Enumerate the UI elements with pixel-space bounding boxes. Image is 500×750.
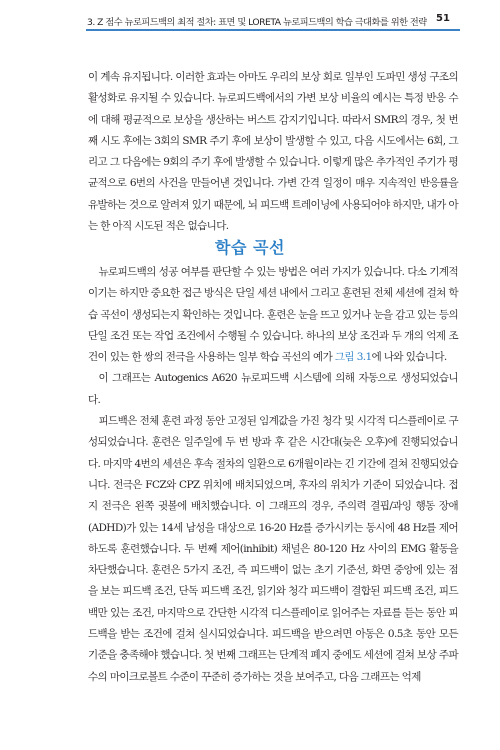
section-heading: 학습 곡선 bbox=[215, 238, 285, 257]
paragraph-continued: 이 계속 유지됩니다. 이러한 효과는 아마도 우리의 보상 회로 일부인 도파민 생성 구조의 활성화로 유지될 수 있습니다. 뉴로피드백에서의 가변 보상 비율의 예시는 특정 반응 수에 대해 평균적으로 보상을 생산하는 버스트 감지기입니다. 따라서 SMR의 경우, 첫 번째 시도 후에는 3회의 SMR 주기 후에 보상이 발생할 수 있고, 다음 시도에서는 6회, 그리고 그 다음에는 9회의 주기 후에 발생할 수 있습니다. 이렇게 많은 추가적인 주기가 평균적으로 6번의 사건을 만들어낸 것입니다. 가변 간격 일정이 매우 지속적인 반응률을 유발하는 것으로 알려져 있기 때문에, 뇌 피드백 트레이닝에 사용되어야 하지만, 내가 아는 한 아직 시도된 적은 없습니다. bbox=[88, 71, 458, 233]
chapter-title: 3. Z 점수 뉴로피드백의 최적 절차: 표면 및 LORETA 뉴로피드백의 학습 극대화를 위한 전략 bbox=[87, 17, 427, 28]
paragraph-text: 에 나와 있습니다. bbox=[371, 351, 447, 364]
running-header bbox=[0, 0, 500, 44]
body-block-learning-curve bbox=[88, 262, 458, 688]
header-rule bbox=[86, 29, 460, 31]
figure-reference-link[interactable]: 그림 3.1 bbox=[334, 351, 372, 364]
body-block-top bbox=[88, 67, 458, 237]
paragraph-text: 뉴로피드백의 성공 여부를 판단할 수 있는 방법은 여러 가지가 있습니다. 다소 기계적이기는 하지만 중요한 접근 방식은 단일 세션 내에서 그리고 훈련된 전체 세션에 걸쳐 학습 곡선이 생성되는지 확인하는 것입니다. 훈련은 눈을 뜨고 있거나 눈을 감고 있는 등의 단일 조건 또는 작업 조건에서 수행될 수 있습니다. 하나의 보상 조건과 두 개의 억제 조건이 있는 한 쌍의 전극을 사용하는 일부 학습 곡선의 예가 bbox=[88, 266, 458, 364]
page-number: 51 bbox=[436, 13, 450, 24]
paragraph-feedback: 피드백은 전체 훈련 과정 동안 고정된 임계값을 가진 청각 및 시각적 디스플레이로 구성되었습니다. 훈련은 일주일에 두 번 방과 후 같은 시간대(늦은 오후)에 진행되었습니다. 마지막 4번의 세션은 후속 절차의 일환으로 6개월이라는 긴 기간에 걸쳐 진행되었습니다. 전극은 FCZ와 CPZ 위치에 배치되었으며, 후자의 위치가 기준이 되었습니다. 접지 전극은 왼쪽 귓볼에 배치했습니다. 이 그래프의 경우, 주의력 결핍/과잉 행동 장애(ADHD)가 있는 14세 남성을 대상으로 16-20 Hz를 증가시키는 동시에 48 Hz를 제어하도록 훈련했습니다. 두 번째 제어(inhibit) 채널은 80-120 Hz 사이의 EMG 활동을 차단했습니다. 훈련은 5가지 조건, 즉 피드백이 없는 초기 기준선, 화면 중앙에 있는 점을 보는 피드백 조건, 단독 피드백 조건, 읽기와 청각 피드백이 결합된 피드백 조건, 피드백만 있는 조건, 마지막으로 간단한 시각적 디스플레이로 읽어주는 자료를 듣는 동안 피드백을 받는 조건에 걸쳐 실시되었습니다. 피드백을 받으려면 아동은 0.5초 동안 모든 기준을 충족해야 했습니다. 첫 번째 그래프는 단계적 폐지 중에도 세션에 걸쳐 보상 주파수의 마이크로볼트 수준이 꾸준히 증가하는 것을 보여주고, 다음 그래프는 억제 bbox=[88, 415, 458, 683]
paragraph-learning-curve bbox=[88, 262, 458, 368]
paragraph-graph-note: 이 그래프는 Autogenics A620 뉴로피드백 시스템에 의해 자동으로 생성되었습니다. bbox=[88, 372, 458, 406]
